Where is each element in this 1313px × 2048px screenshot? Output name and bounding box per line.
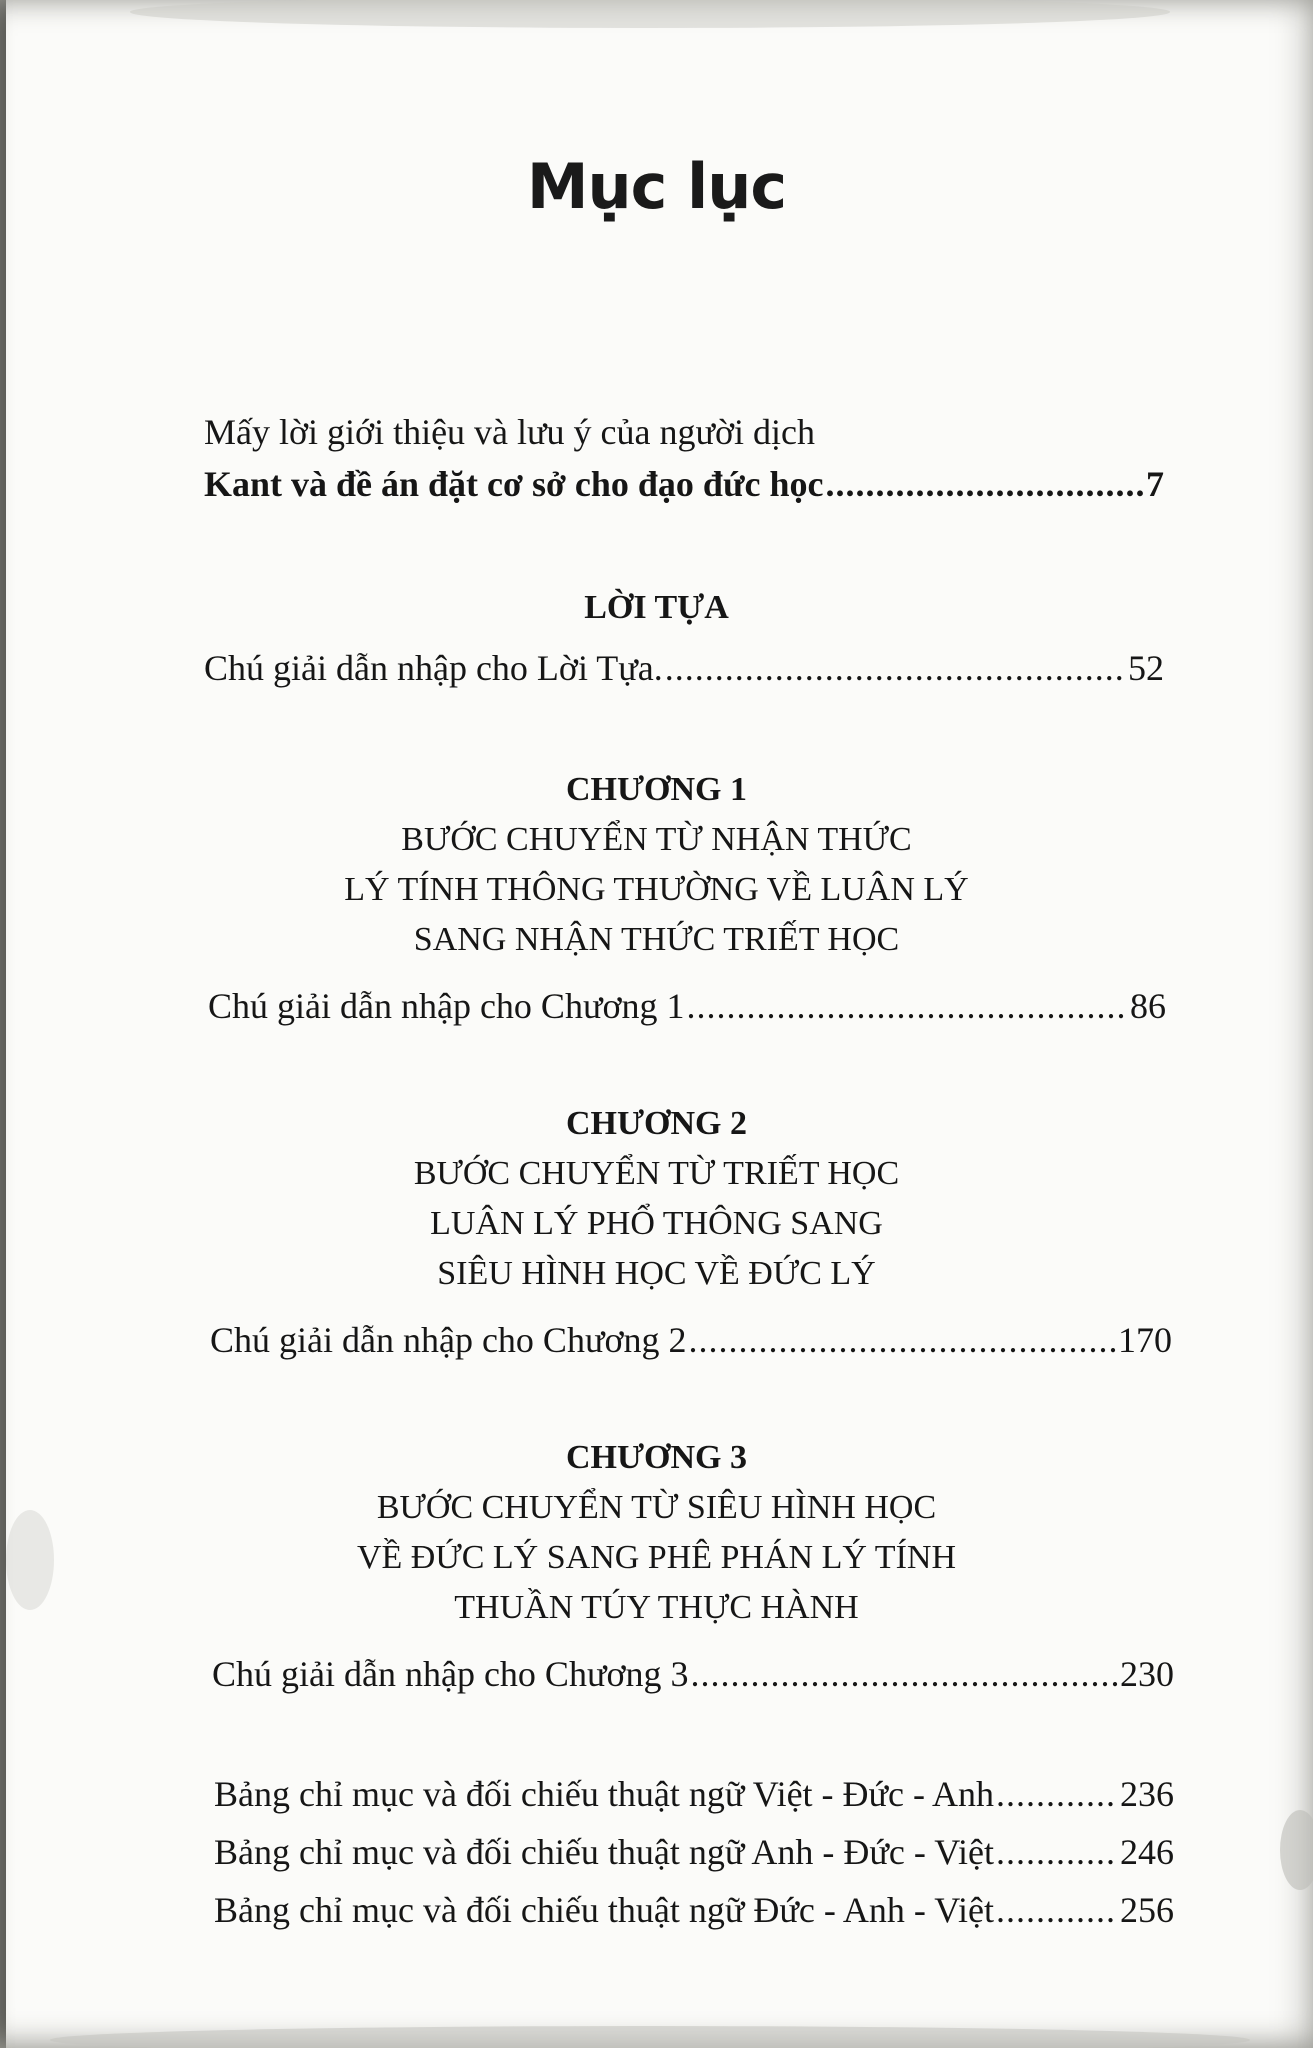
- toc-entry-page: 256: [1120, 1890, 1174, 1930]
- leader-dots: [996, 1888, 1118, 1932]
- toc-entry-label: Chú giải dẫn nhập cho Chương 2: [210, 1320, 687, 1360]
- toc-entry-label: Bảng chỉ mục và đối chiếu thuật ngữ Việt - Đức - Anh: [214, 1774, 995, 1814]
- chapter-3-title-line: VỀ ĐỨC LÝ SANG PHÊ PHÁN LÝ TÍNH: [356, 1539, 957, 1576]
- leader-dots: [665, 646, 1126, 690]
- toc-entry-page: 170: [1118, 1320, 1172, 1360]
- toc-entry-intro[interactable]: [204, 462, 1164, 506]
- toc-entry-index[interactable]: [214, 1888, 1174, 1932]
- chapter-3-title-line: THUẦN TÚY THỰC HÀNH: [454, 1589, 859, 1626]
- toc-entry-page: 230: [1120, 1654, 1174, 1694]
- toc-entry-label: Chú giải dẫn nhập cho Lời Tựa.: [204, 648, 663, 688]
- page-title: Mục lục: [526, 150, 787, 223]
- leader-dots: [996, 1772, 1118, 1816]
- toc-entry-label: Kant và đề án đặt cơ sở cho đạo đức học: [204, 464, 824, 504]
- leader-dots: [687, 984, 1129, 1028]
- chapter-2-number: CHƯƠNG 2: [565, 1105, 747, 1142]
- toc-entry-page: 52: [1128, 648, 1164, 688]
- chapter-1-title-line: BƯỚC CHUYỂN TỪ NHẬN THỨC: [401, 821, 912, 858]
- toc-entry-chapter-1[interactable]: [208, 984, 1166, 1028]
- toc-entry-label: Bảng chỉ mục và đối chiếu thuật ngữ Đức - Anh - Việt: [214, 1890, 995, 1930]
- toc-entry-page: 246: [1120, 1832, 1174, 1872]
- chapter-2-title-line: LUÂN LÝ PHỔ THÔNG SANG: [430, 1205, 883, 1242]
- leader-dots: [689, 1318, 1117, 1362]
- toc-entry-page: 86: [1130, 986, 1166, 1026]
- toc-entry-label: Chú giải dẫn nhập cho Chương 3: [212, 1654, 689, 1694]
- chapter-2-title-line: BƯỚC CHUYỂN TỪ TRIẾT HỌC: [413, 1155, 900, 1192]
- toc-entry-page: 236: [1120, 1774, 1174, 1814]
- toc-entry-preface[interactable]: [204, 646, 1164, 690]
- toc-entry-label: Chú giải dẫn nhập cho Chương 1: [208, 986, 685, 1026]
- chapter-1-title-line: SANG NHẬN THỨC TRIẾT HỌC: [413, 921, 900, 958]
- toc-entry-index[interactable]: [214, 1772, 1174, 1816]
- leader-dots: [826, 462, 1144, 506]
- leader-dots: [996, 1830, 1118, 1874]
- chapter-1-title-line: LÝ TÍNH THÔNG THƯỜNG VỀ LUÂN LÝ: [344, 871, 969, 908]
- toc-entry-chapter-2[interactable]: [210, 1318, 1172, 1362]
- chapter-1-number: CHƯƠNG 1: [565, 771, 747, 808]
- chapter-3-number: CHƯƠNG 3: [565, 1439, 747, 1476]
- intro-line-1: Mấy lời giới thiệu và lưu ý của người dịch: [204, 412, 816, 452]
- toc-entry-index[interactable]: [214, 1830, 1174, 1874]
- preface-heading: LỜI TỰA: [584, 589, 729, 626]
- toc-entry-label: Bảng chỉ mục và đối chiếu thuật ngữ Anh - Đức - Việt: [214, 1832, 995, 1872]
- chapter-2-title-line: SIÊU HÌNH HỌC VỀ ĐỨC LÝ: [437, 1255, 876, 1292]
- toc-entry-page: 7: [1146, 464, 1164, 504]
- leader-dots: [691, 1652, 1119, 1696]
- chapter-3-title-line: BƯỚC CHUYỂN TỪ SIÊU HÌNH HỌC: [376, 1489, 937, 1526]
- toc-entry-chapter-3[interactable]: [212, 1652, 1174, 1696]
